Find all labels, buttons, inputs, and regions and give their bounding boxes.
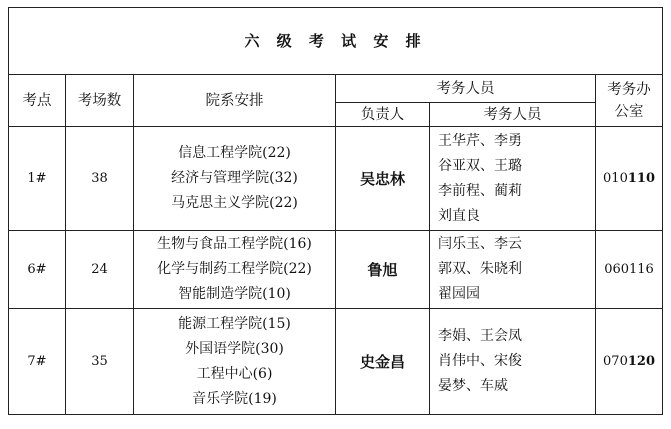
depts-cell (134, 309, 336, 415)
dept-item: 能源工程学院(15) (178, 315, 291, 332)
staff-item: 李娟、王会凤 (438, 328, 522, 344)
rooms-cell: 35 (66, 309, 134, 415)
site-cell: 7# (9, 309, 66, 415)
header-depts: 院系安排 (134, 75, 336, 127)
dept-item: 信息工程学院(22) (178, 145, 291, 161)
depts-cell (134, 231, 336, 309)
staff-cell (430, 309, 596, 415)
leader-cell: 吴忠林 (336, 127, 430, 231)
staff-item: 王华芹、李勇 (438, 132, 522, 149)
rooms-cell: 24 (66, 231, 134, 309)
staff-item: 谷亚双、王璐 (438, 157, 522, 174)
office-cell (596, 231, 663, 309)
dept-item: 马克思主义学院(22) (171, 195, 298, 211)
staff-item: 郭双、朱晓利 (438, 261, 522, 277)
office-cell (596, 127, 663, 231)
dept-item: 化学与制药工程学院(22) (157, 261, 312, 277)
staff-cell (430, 231, 596, 309)
dept-item: 外国语学院(30) (185, 340, 284, 357)
depts-cell (134, 127, 336, 231)
table-title: 六 级 考 试 安 排 (9, 8, 663, 75)
site-cell: 6# (9, 231, 66, 309)
office-prefix: 010 (603, 170, 628, 186)
staff-item: 刘直良 (438, 207, 480, 224)
office-suffix: 120 (627, 353, 655, 369)
rooms-cell: 38 (66, 127, 134, 231)
staff-item: 李前程、蔺莉 (438, 182, 522, 199)
dept-item: 生物与食品工程学院(16) (157, 236, 312, 252)
dept-item: 音乐学院(19) (192, 390, 277, 407)
staff-cell (430, 127, 596, 231)
dept-item: 工程中心(6) (196, 365, 273, 382)
header-office-line2: 公室 (614, 103, 644, 120)
table-row (9, 309, 663, 415)
site-cell: 1# (9, 127, 66, 231)
office-prefix: 070 (603, 353, 628, 369)
dept-item: 经济与管理学院(32) (171, 170, 298, 186)
header-staff-group: 考务人员 (336, 75, 596, 103)
header-office-line1: 考务办 (607, 81, 651, 98)
table-row (9, 231, 663, 309)
staff-item: 肖伟中、宋俊 (438, 353, 522, 369)
staff-item: 翟园园 (438, 286, 480, 302)
office-prefix: 060116 (604, 261, 654, 277)
staff-item: 晏梦、车威 (438, 378, 508, 394)
header-site: 考点 (9, 75, 66, 127)
dept-item: 智能制造学院(10) (178, 286, 291, 302)
office-suffix: 110 (627, 170, 655, 186)
header-office (596, 75, 663, 127)
header-staff: 考务人员 (430, 103, 596, 127)
schedule-table (8, 7, 663, 415)
table-row (9, 127, 663, 231)
exam-schedule (8, 7, 662, 415)
leader-cell: 史金昌 (336, 309, 430, 415)
header-leader: 负责人 (336, 103, 430, 127)
leader-cell: 鲁旭 (336, 231, 430, 309)
staff-item: 闫乐玉、李云 (438, 236, 522, 252)
header-rooms: 考场数 (66, 75, 134, 127)
office-cell (596, 309, 663, 415)
